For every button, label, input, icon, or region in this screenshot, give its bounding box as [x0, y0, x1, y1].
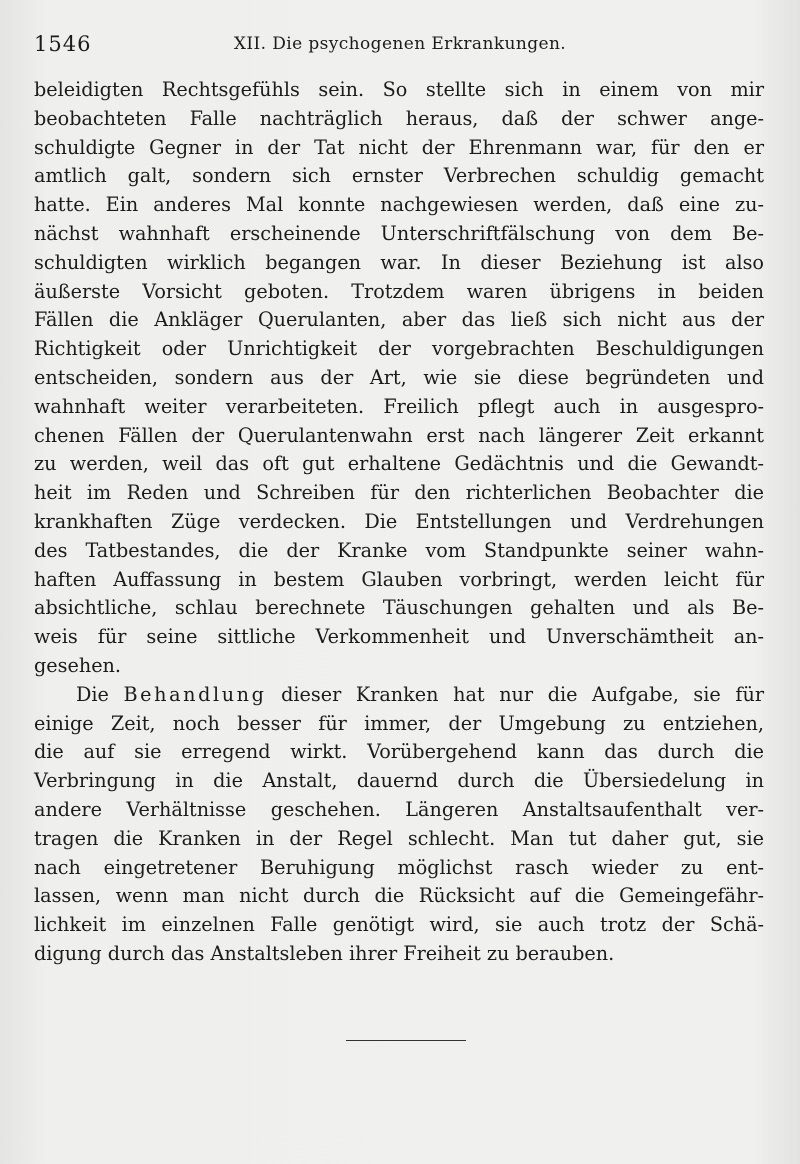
text-line: beleidigten Rechtsgefühls sein. So stellte sich in einem von mir	[34, 78, 764, 101]
text-line: hatte. Ein anderes Mal konnte nachgewiesen werden, daß eine zu-	[34, 193, 764, 217]
text-line: amtlich galt, sondern sich ernster Verbrechen schuldig gemacht	[34, 164, 764, 188]
text-line: tragen die Kranken in der Regel schlecht. Man tut daher gut, sie	[34, 826, 764, 850]
page-header	[34, 32, 766, 58]
paragraph-1	[34, 76, 764, 681]
text-line: schuldigten wirklich begangen war. In dieser Beziehung ist also	[34, 250, 764, 274]
text-line: lassen, wenn man nicht durch die Rücksicht auf die Gemeingefähr-	[34, 884, 764, 908]
text-line: nächst wahnhaft erscheinende Unterschriftfälschung von dem Be-	[34, 221, 764, 245]
text-line: Verbringung in die Anstalt, dauernd durch die Übersiedelung in	[34, 769, 764, 793]
text-line: entscheiden, sondern aus der Art, wie sie diese begründeten und	[34, 365, 764, 389]
text-line: Fällen die Ankläger Querulanten, aber das ließ sich nicht aus der	[34, 308, 764, 332]
text-line: lichkeit im einzelnen Falle genötigt wird, sie auch trotz der Schä-	[34, 913, 764, 937]
page-number: 1546	[34, 32, 92, 56]
text-line: chenen Fällen der Querulantenwahn erst nach längerer Zeit erkannt	[34, 423, 764, 447]
text-line: digung durch das Anstaltsleben ihrer Freiheit zu berauben.	[34, 941, 615, 965]
text-fragment: Die	[76, 682, 124, 706]
emphasized-word: Behandlung	[123, 682, 267, 706]
text-line: andere Verhältnisse geschehen. Längeren Anstaltsaufenthalt ver-	[34, 797, 764, 821]
text-line: absichtliche, schlau berechnete Täuschungen gehalten und als Be-	[34, 596, 764, 620]
text-line: wahnhaft weiter verarbeiteten. Freilich pflegt auch in ausgespro-	[34, 394, 764, 418]
text-line: krankhaften Züge verdecken. Die Entstellungen und Verdrehungen	[34, 509, 764, 533]
text-line: äußerste Vorsicht geboten. Trotzdem waren übrigens in beiden	[34, 279, 764, 303]
running-head: XII. Die psychogenen Erkrankungen.	[233, 34, 567, 54]
text-line	[34, 681, 764, 710]
section-end-rule	[346, 1040, 466, 1041]
text-line: die auf sie erregend wirkt. Vorübergehend kann das durch die	[34, 740, 764, 764]
body-text	[34, 76, 764, 969]
text-line: heit im Reden und Schreiben für den richterlichen Beobachter die	[34, 481, 764, 505]
text-line: haften Auffassung in bestem Glauben vorbringt, werden leicht für	[34, 567, 764, 591]
text-line: gesehen.	[34, 653, 122, 677]
text-line: des Tatbestandes, die der Kranke vom Standpunkte seiner wahn-	[34, 538, 764, 562]
text-line: weis für seine sittliche Verkommenheit und Unverschämtheit an-	[34, 625, 764, 649]
text-line: Richtigkeit oder Unrichtigkeit der vorgebrachten Beschuldigungen	[34, 337, 764, 361]
text-line: einige Zeit, noch besser für immer, der Umgebung zu entziehen,	[34, 711, 764, 735]
text-line: beobachteten Falle nachträglich heraus, daß der schwer ange-	[34, 106, 764, 130]
text-line: zu werden, weil das oft gut erhaltene Gedächtnis und die Gewandt-	[34, 452, 764, 476]
text-line: schuldigte Gegner in der Tat nicht der Ehrenmann war, für den er	[34, 135, 764, 159]
text-fragment: dieser Kranken hat nur die Aufgabe, sie für	[266, 682, 765, 706]
paragraph-2	[34, 681, 764, 969]
text-line: nach eingetretener Beruhigung möglichst rasch wieder zu ent-	[34, 855, 764, 879]
